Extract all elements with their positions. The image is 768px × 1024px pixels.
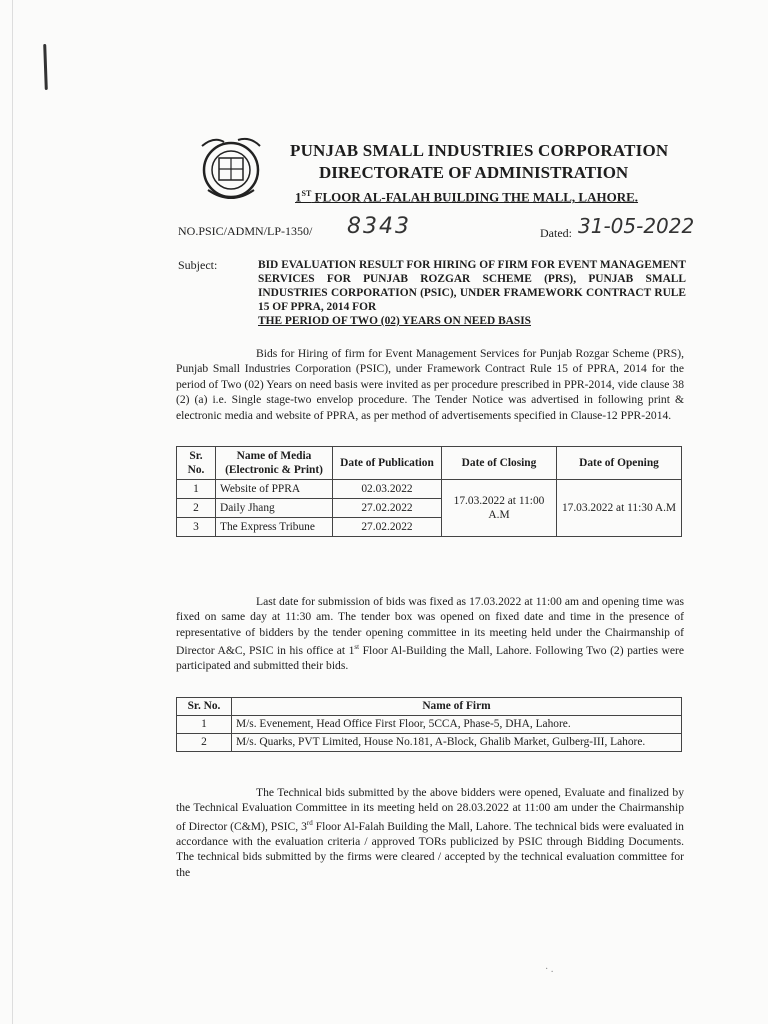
firm-name-cell: M/s. Quarks, PVT Limited, House No.181, A-Block, Ghalib Market, Gulberg-III, Lahore.: [232, 734, 682, 752]
office-address: 1ST FLOOR AL-FALAH BUILDING THE MALL, LAHORE.: [295, 189, 639, 205]
header-sr-no: Sr. No.: [177, 698, 232, 716]
firm-name-cell: M/s. Evenement, Head Office First Floor, 5CCA, Phase-5, DHA, Lahore.: [232, 716, 682, 734]
handwritten-reference-number: 8343: [347, 214, 411, 239]
handwritten-date: 31-05-2022: [578, 214, 695, 238]
publication-cell: 02.03.2022: [333, 480, 442, 499]
dated-label: Dated:: [540, 226, 572, 240]
organization-name: PUNJAB SMALL INDUSTRIES CORPORATION: [290, 141, 669, 160]
paragraph-technical-evaluation: The Technical bids submitted by the above bidders were opened, Evaluate and finalized by the Technical Evaluation Committee in its meeting held on 28.03.2022 at 11:00 am under the Chairmanship of Director (C&M), PSIC, 3rd Floor Al-Falah Building the Mall, Lahore. The technical bids were evaluated in accordance with the evaluation criteria / approved TORs publicized by PSIC through Bidding Documents. The technical bids submitted by the firms were cleared / accepted by the technical evaluation committee for the: [176, 786, 684, 879]
table-row: [177, 734, 682, 752]
opening-cell: 17.03.2022 at 11:30 A.M: [557, 480, 682, 537]
media-cell: Daily Jhang: [216, 499, 333, 518]
psic-seal-logo: [194, 134, 268, 202]
media-cell: Website of PPRA: [216, 480, 333, 499]
subject-underlined: THE PERIOD OF TWO (02) YEARS ON NEED BASIS: [258, 315, 531, 327]
pen-mark: [43, 44, 48, 90]
sr-cell: 2: [177, 734, 232, 752]
subject-label: Subject:: [178, 258, 218, 272]
subject-text: BID EVALUATION RESULT FOR HIRING OF FIRM FOR EVENT MANAGEMENT SERVICES FOR PUNJAB ROZGAR SCHEME (PRS), PUNJAB SMALL INDUSTRIES CORPORATION (PSIC), UNDER FRAMEWORK CONTRACT RULE 15 OF PPRA, 2014 FOR THE PERIOD OF TWO (02) YEARS ON NEED BASIS: [258, 259, 686, 327]
header-media: Name of Media (Electronic & Print): [216, 447, 333, 480]
header-sr-no: Sr. No.: [177, 447, 216, 480]
sr-cell: 1: [177, 480, 216, 499]
publication-cell: 27.02.2022: [333, 518, 442, 537]
media-table-header: [177, 447, 682, 480]
paragraph-bid-opening: Last date for submission of bids was fixed as 17.03.2022 at 11:00 am and opening time was fixed on same day at 11:30 am. The tender box was opened on fixed date and time in the presence of representative of bidders by the tender opening committee in its meeting held under the Chairmanship of Director A&C, PSIC in his office at 1st Floor Al-Building the Mall, Lahore. Following Two (2) parties were participated and submitted their bids.: [176, 595, 684, 673]
letterhead: [285, 140, 685, 207]
header-publication: Date of Publication: [333, 447, 442, 480]
media-cell: The Express Tribune: [216, 518, 333, 537]
header-closing: Date of Closing: [442, 447, 557, 480]
directorate-name: DIRECTORATE OF ADMINISTRATION: [319, 163, 629, 182]
sr-cell: 3: [177, 518, 216, 537]
closing-cell: 17.03.2022 at 11:00 A.M: [442, 480, 557, 537]
firms-table: [176, 697, 682, 752]
firms-table-header: [177, 698, 682, 716]
sr-cell: 1: [177, 716, 232, 734]
publication-cell: 27.02.2022: [333, 499, 442, 518]
sr-cell: 2: [177, 499, 216, 518]
header-opening: Date of Opening: [557, 447, 682, 480]
page-edge: [12, 0, 13, 1024]
table-row: [177, 716, 682, 734]
scan-speck: · .: [545, 964, 554, 975]
media-table: [176, 446, 682, 537]
table-row: [177, 480, 682, 499]
header-firm-name: Name of Firm: [232, 698, 682, 716]
paragraph-invitation: Bids for Hiring of firm for Event Management Services for Punjab Rozgar Scheme (PRS), Punjab Small Industries Corporation (PSIC), under Framework Contract Rule 15 of PPRA, 2014 for the period of Two (02) Years on need basis were invited as per procedure prescribed in PPR-2014, vide clause 38 (2) (a) i.e. Single stage-two envelop procedure. The Tender Notice was advertised in following print & electronic media and website of PPRA, as per method of advertisements specified in Clause-12 PPR-2014.: [176, 347, 684, 422]
reference-number-label: NO.PSIC/ADMN/LP-1350/: [178, 224, 313, 238]
